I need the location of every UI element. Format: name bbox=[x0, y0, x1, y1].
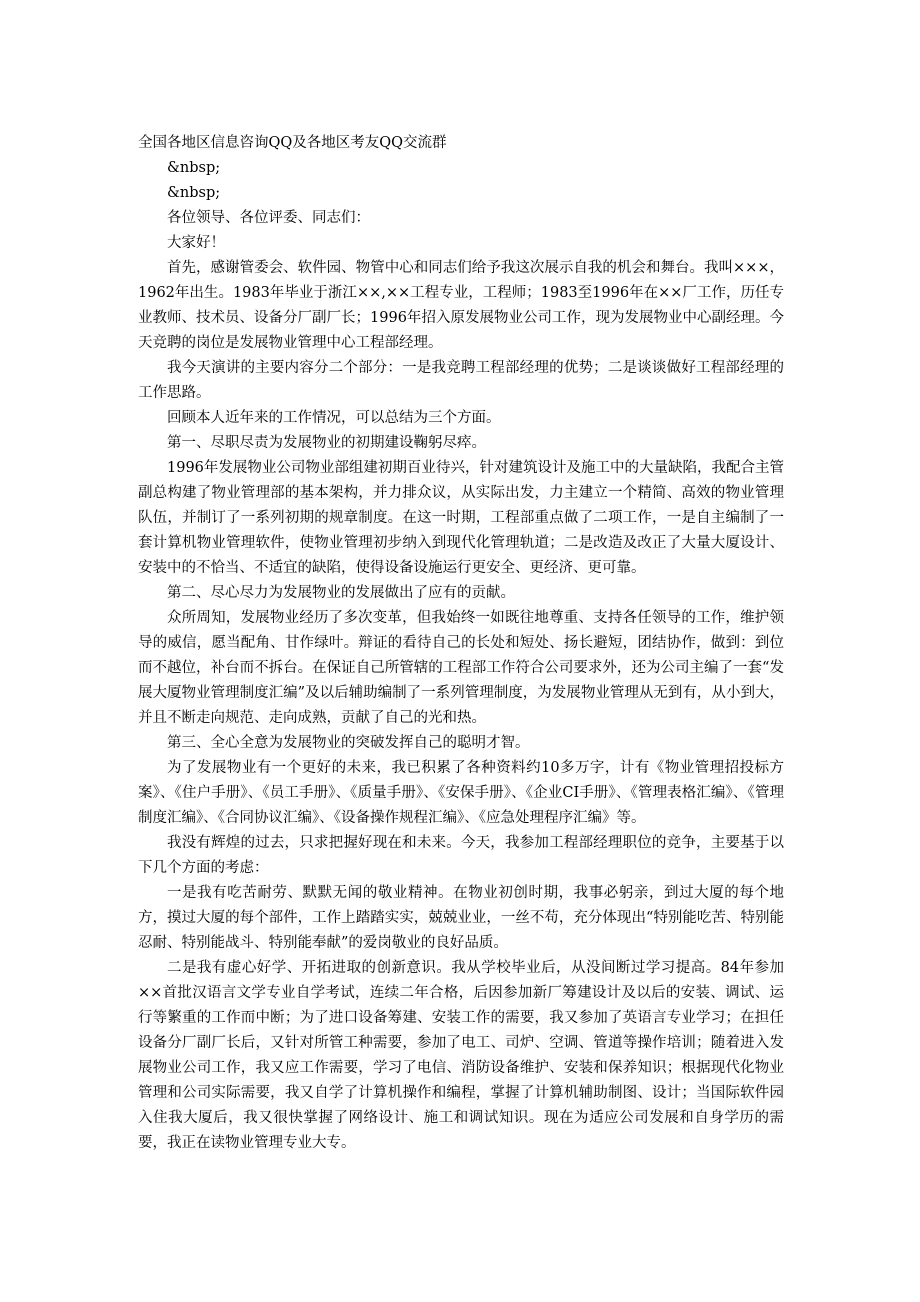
document-header: 全国各地区信息咨询QQ及各地区考友QQ交流群 bbox=[138, 135, 447, 151]
section-heading-1: 第一、尽职尽责为发展物业的初期建设鞠躬尽瘁。 bbox=[167, 435, 486, 451]
section-heading-2: 第二、尽心尽力为发展物业的发展做出了应有的贡献。 bbox=[167, 585, 515, 601]
paragraph-intro: 首先，感谢管委会、软件园、物管中心和同志们给予我这次展示自我的机会和舞台。我叫×××，1962年出生。1983年毕业于浙江××,××工程专业，工程师；1983至1996年在××厂工作，历任专业教师、技术员、设备分厂副厂长；1996年招入原发展物业公司工作，现为发展物业中心副经理。今天竞聘的岗位是发展物业管理中心工程部经理。 bbox=[138, 260, 784, 351]
document-page bbox=[138, 131, 784, 1156]
paragraph-section-1: 1996年发展物业公司物业部组建初期百业待兴，针对建筑设计及施工中的大量缺陷，我配合主管副总构建了物业管理部的基本架构，并力排众议，从实际出发，力主建立一个精简、高效的物业管理队伍，并制订了一系列初期的规章制度。在这一时期，工程部重点做了二项工作，一是自主编制了一套计算机物业管理软件，使物业管理初步纳入到现代化管理轨道；二是改造及改正了大量大厦设计、安装中的不恰当、不适宜的缺陷，使得设备设施运行更安全、更经济、更可靠。 bbox=[138, 460, 784, 576]
nbsp-line-1: &nbsp; bbox=[167, 160, 221, 176]
paragraph-motivation: 我没有辉煌的过去，只求把握好现在和未来。今天，我参加工程部经理职位的竞争，主要基于以下几个方面的考虑： bbox=[138, 835, 784, 876]
nbsp-line-2: &nbsp; bbox=[167, 185, 221, 201]
greeting: 大家好！ bbox=[167, 235, 225, 251]
paragraph-section-2: 众所周知，发展物业经历了多次变革，但我始终一如既往地尊重、支持各任领导的工作，维护领导的威信，愿当配角、甘作绿叶。辩证的看待自己的长处和短处、扬长避短，团结协作，做到：到位而不越位，补台而不拆台。在保证自己所管辖的工程部工作符合公司要求外，还为公司主编了一套“发展大厦物业管理制度汇编”及以后辅助编制了一系列管理制度，为发展物业管理从无到有，从小到大，并且不断走向规范、走向成熟，贡献了自己的光和热。 bbox=[138, 610, 784, 726]
section-heading-3: 第三、全心全意为发展物业的突破发挥自己的聪明才智。 bbox=[167, 735, 530, 751]
salutation: 各位领导、各位评委、同志们： bbox=[167, 210, 370, 226]
paragraph-point-2: 二是我有虚心好学、开拓进取的创新意识。我从学校毕业后，从没间断过学习提高。84年参加××首批汉语言文学专业自学考试，连续二年合格，后因参加新厂筹建设计及以后的安装、调试、运行等繁重的工作而中断；为了进口设备筹建、安装工作的需要，我又参加了英语言专业学习；在担任设备分厂副厂长后，又针对所管工种需要，参加了电工、司炉、空调、管道等操作培训；随着进入发展物业公司工作，我又应工作需要，学习了电信、消防设备维护、安装和保养知识；根据现代化物业管理和公司实际需要，我又自学了计算机操作和编程，掌握了计算机辅助制图、设计；当国际软件园入住我大厦后，我又很快掌握了网络设计、施工和调试知识。现在为适应公司发展和自身学历的需要，我正在读物业管理专业大专。 bbox=[138, 960, 784, 1151]
paragraph-point-1: 一是我有吃苦耐劳、默默无闻的敬业精神。在物业初创时期，我事必躬亲，到过大厦的每个地方，摸过大厦的每个部件，工作上踏踏实实，兢兢业业，一丝不苟，充分体现出“特别能吃苦、特别能忍耐、特别能战斗、特别能奉献”的爱岗敬业的良好品质。 bbox=[138, 885, 784, 951]
paragraph-outline: 我今天演讲的主要内容分二个部分：一是我竞聘工程部经理的优势；二是谈谈做好工程部经理的工作思路。 bbox=[138, 360, 784, 401]
paragraph-review: 回顾本人近年来的工作情况，可以总结为三个方面。 bbox=[167, 410, 501, 426]
paragraph-section-3: 为了发展物业有一个更好的未来，我已积累了各种资料约10多万字，计有《物业管理招投标方案》、《住户手册》、《员工手册》、《质量手册》、《安保手册》、《企业CI手册》、《管理表格汇编》、《管理制度汇编》、《合同协议汇编》、《设备操作规程汇编》、《应急处理程序汇编》等。 bbox=[138, 760, 784, 826]
